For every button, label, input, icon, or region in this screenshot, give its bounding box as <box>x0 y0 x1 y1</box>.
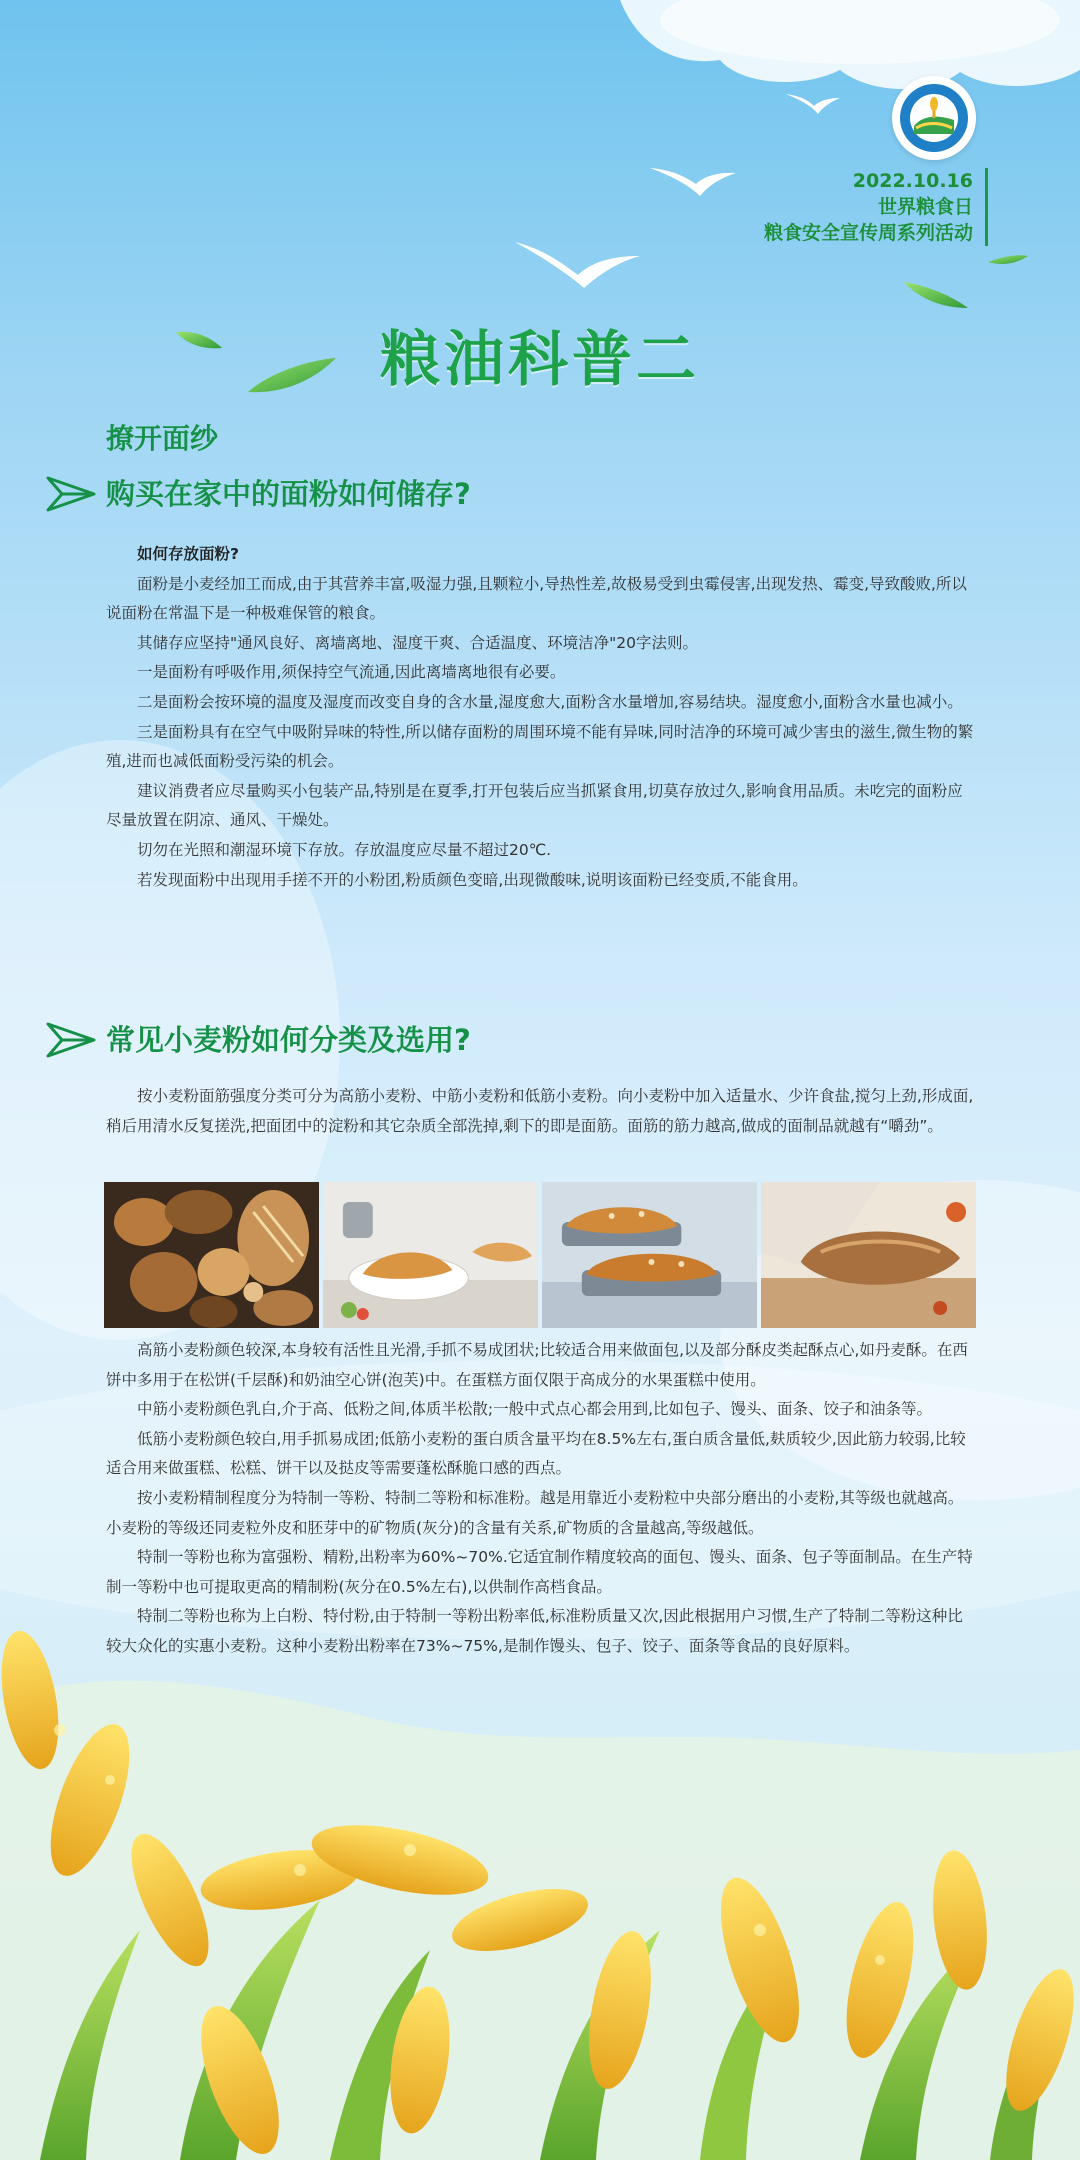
event-series: 粮食安全宣传周系列活动 <box>763 222 973 244</box>
event-name: 世界粮食日 <box>877 196 973 218</box>
paragraph: 按小麦粉面筋强度分类可分为高筋小麦粉、中筋小麦粉和低筋小麦粉。向小麦粉中加入适量水、少许食盐,搅匀上劲,形成面,稍后用清水反复搓洗,把面团中的淀粉和其它杂质全部洗掉,剩下的即是面筋。面筋的筋力越高,做成的面制品就越有“嚼劲”。 <box>106 1087 974 1135</box>
arrow-icon <box>46 474 96 514</box>
section-2-title: 常见小麦粉如何分类及选用? <box>106 1023 471 1057</box>
wheat-field-decoration <box>0 1627 1080 2160</box>
paragraph: 特制二等粉也称为上白粉、特付粉,由于特制一等粉出粉率低,标准粉质量又次,因此根据用户习惯,生产了特制二等粉这种比较大众化的实惠小麦粉。这种小麦粉出粉率在73%~75%,是制作馒头、包子、饺子、面条等食品的良好原料。 <box>106 1607 963 1655</box>
pastry-bread-photo <box>542 1182 757 1328</box>
photo-strip <box>104 1182 976 1328</box>
paragraph: 若发现面粉中出现用手搓不开的小粉团,粉质颜色变暗,出现微酸味,说明该面粉已经变质,不能食用。 <box>137 870 808 889</box>
baguette-loaf-photo <box>761 1182 976 1328</box>
paragraph: 面粉是小麦经加工而成,由于其营养丰富,吸湿力强,且颗粒小,导热性差,故极易受到虫霉侵害,出现发热、霉变,导致酸败,所以说面粉在常温下是一种极难保管的粮食。 <box>106 574 967 623</box>
event-info <box>764 168 988 246</box>
paragraph: 按小麦粉精制程度分为特制一等粉、特制二等粉和标准粉。越是用靠近小麦粉粒中央部分磨出的小麦粉,其等级也就越高。小麦粉的等级还同麦粒外皮和胚芽中的矿物质(灰分)的含量有关系,矿物质的含量越高,等级越低。 <box>106 1488 964 1537</box>
page-title: 粮油科普二 <box>380 325 700 395</box>
paragraph: 中筋小麦粉颜色乳白,介于高、低粉之间,体质半松散;一般中式点心都会用到,比如包子、馒头、面条、饺子和油条等。 <box>137 1400 933 1419</box>
section-2-body <box>106 1336 976 1662</box>
arrow-icon <box>46 1020 96 1060</box>
section-2-intro <box>106 1082 976 1141</box>
section-1-title: 购买在家中的面粉如何储存? <box>106 477 471 511</box>
question-label: 如何存放面粉? <box>137 545 239 563</box>
cloud-decoration <box>620 0 1080 89</box>
paragraph: 特制一等粉也称为富强粉、精粉,出粉率为60%~70%.它适宜制作精度较高的面包、馒头、面条、包子等面制品。在生产特制一等粉中也可提取更高的精制粉(灰分在0.5%左右),以供制作高档食品。 <box>106 1548 973 1596</box>
event-date: 2022.10.16 <box>852 170 973 192</box>
paragraph: 建议消费者应尽量购买小包装产品,特别是在夏季,打开包装后应当抓紧食用,切莫存放过久,影响食用品质。未吃完的面粉应尽量放置在阴凉、通风、干燥处。 <box>106 781 963 830</box>
section-1-body <box>106 540 976 895</box>
paragraph: 其储存应坚持"通风良好、离墙离地、湿度干爽、合适温度、环境洁净"20字法则。 <box>137 633 698 652</box>
paragraph: 高筋小麦粉颜色较深,本身较有活性且光滑,手抓不易成团状;比较适合用来做面包,以及部分酥皮类起酥点心,如丹麦酥。在西饼中多用于在松饼(千层酥)和奶油空心饼(泡芙)中。在蛋糕方面仅限于高成分的水果蛋糕中使用。 <box>106 1341 968 1389</box>
world-food-day-logo-icon <box>892 76 976 160</box>
croissant-plate-photo <box>323 1182 538 1328</box>
paragraph: 二是面粉会按环境的温度及湿度而改变自身的含水量,湿度愈大,面粉含水量增加,容易结块。湿度愈小,面粉含水量也减小。 <box>137 692 963 711</box>
bread-assortment-photo <box>104 1182 319 1328</box>
paragraph: 低筋小麦粉颜色较白,用手抓易成团;低筋小麦粉的蛋白质含量平均在8.5%左右,蛋白质含量低,麸质较少,因此筋力较弱,比较适合用来做蛋糕、松糕、饼干以及挞皮等需要蓬松酥脆口感的西点。 <box>106 1429 966 1478</box>
paragraph: 三是面粉具有在空气中吸附异味的特性,所以储存面粉的周围环境不能有异味,同时洁净的环境可减少害虫的滋生,微生物的繁殖,进而也减低面粉受污染的机会。 <box>106 722 974 771</box>
paragraph: 切勿在光照和潮湿环境下存放。存放温度应尽量不超过20℃. <box>137 840 552 859</box>
paragraph: 一是面粉有呼吸作用,须保持空气流通,因此离墙离地很有必要。 <box>137 663 566 682</box>
page-subtitle: 撩开面纱 <box>106 422 219 455</box>
